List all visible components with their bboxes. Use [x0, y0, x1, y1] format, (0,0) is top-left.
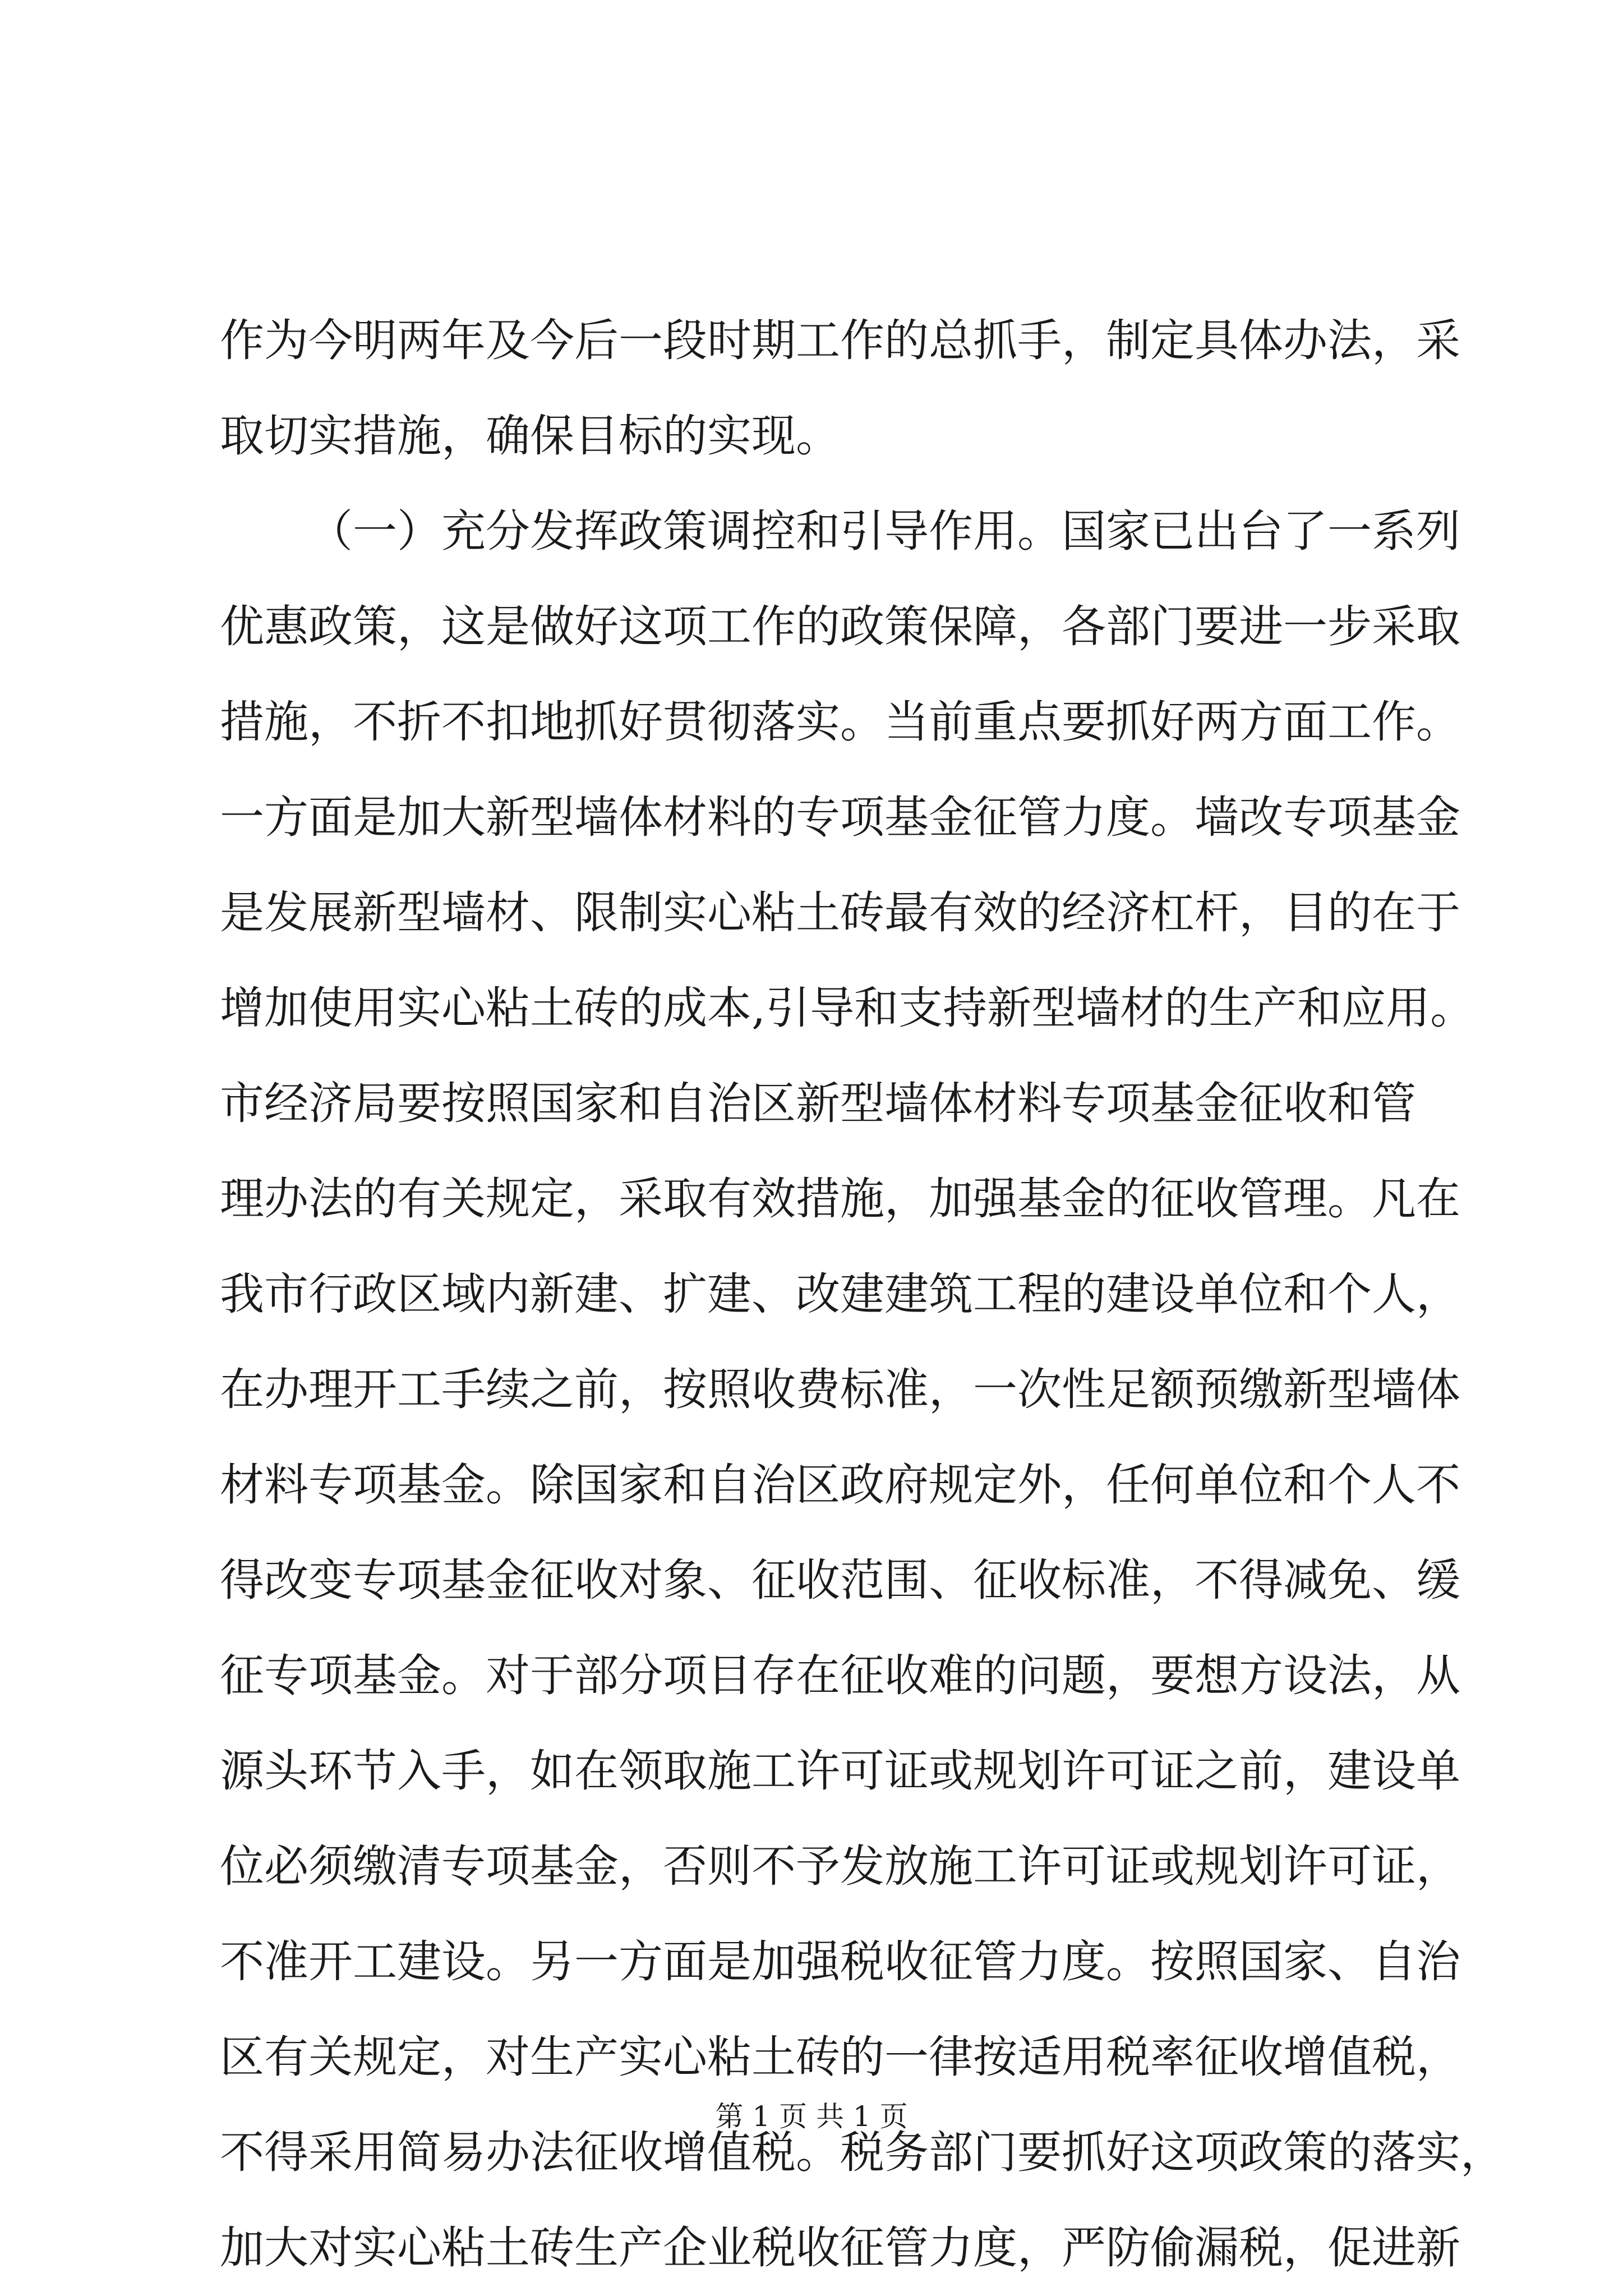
text-line: 取切实措施，确保目标的实现。 — [220, 410, 840, 462]
text-line: 一方面是加大新型墙体材料的专项基金征管力度。墙改专项基金 — [220, 792, 1460, 843]
text-line: 不准开工建设。另一方面是加强税收征管力度。按照国家、自治 — [220, 1936, 1460, 1987]
text-line: 位必须缴清专项基金，否则不予发放施工许可证或规划许可证， — [220, 1841, 1460, 1892]
text-line: 在办理开工手续之前，按照收费标准，一次性足额预缴新型墙体 — [220, 1364, 1460, 1415]
text-line: 是发展新型墙材、限制实心粘土砖最有效的经济杠杆，目的在于 — [220, 887, 1460, 938]
text-line: 材料专项基金。除国家和自治区政府规定外，任何单位和个人不 — [220, 1459, 1460, 1511]
text-line: 源头环节入手，如在领取施工许可证或规划许可证之前，建设单 — [220, 1745, 1460, 1797]
text-line: 区有关规定，对生产实心粘土砖的一律按适用税率征收增值税， — [220, 2031, 1460, 2083]
text-line: 增加使用实心粘土砖的成本,引导和支持新型墙材的生产和应用。 — [220, 982, 1475, 1034]
text-line: 理办法的有关规定，采取有效措施，加强基金的征收管理。凡在 — [220, 1173, 1460, 1225]
text-line: 措施，不折不扣地抓好贯彻落实。当前重点要抓好两方面工作。 — [220, 696, 1460, 748]
document-body — [220, 293, 1505, 2295]
text-line: 得改变专项基金征收对象、征收范围、征收标准，不得减免、缓 — [220, 1554, 1460, 1606]
page-number-footer: 第 1 页 共 1 页 — [715, 2100, 908, 2133]
text-line: 不得采用简易办法征收增值税。税务部门要抓好这项政策的落实， — [220, 2127, 1505, 2178]
text-line: 我市行政区域内新建、扩建、改建建筑工程的建设单位和个人， — [220, 1268, 1460, 1320]
text-line: 市经济局要按照国家和自治区新型墙体材料专项基金征收和管 — [220, 1078, 1416, 1129]
text-line: 加大对实心粘土砖生产企业税收征管力度，严防偷漏税，促进新 — [220, 2222, 1460, 2274]
text-line: 优惠政策，这是做好这项工作的政策保障，各部门要进一步采取 — [220, 601, 1460, 652]
text-line: 征专项基金。对于部分项目存在征收难的问题，要想方设法，从 — [220, 1650, 1460, 1701]
text-line: 作为今明两年及今后一段时期工作的总抓手，制定具体办法，采 — [220, 315, 1460, 366]
section-heading-line: （一）充分发挥政策调控和引导作用。国家已出台了一系列 — [308, 505, 1460, 557]
